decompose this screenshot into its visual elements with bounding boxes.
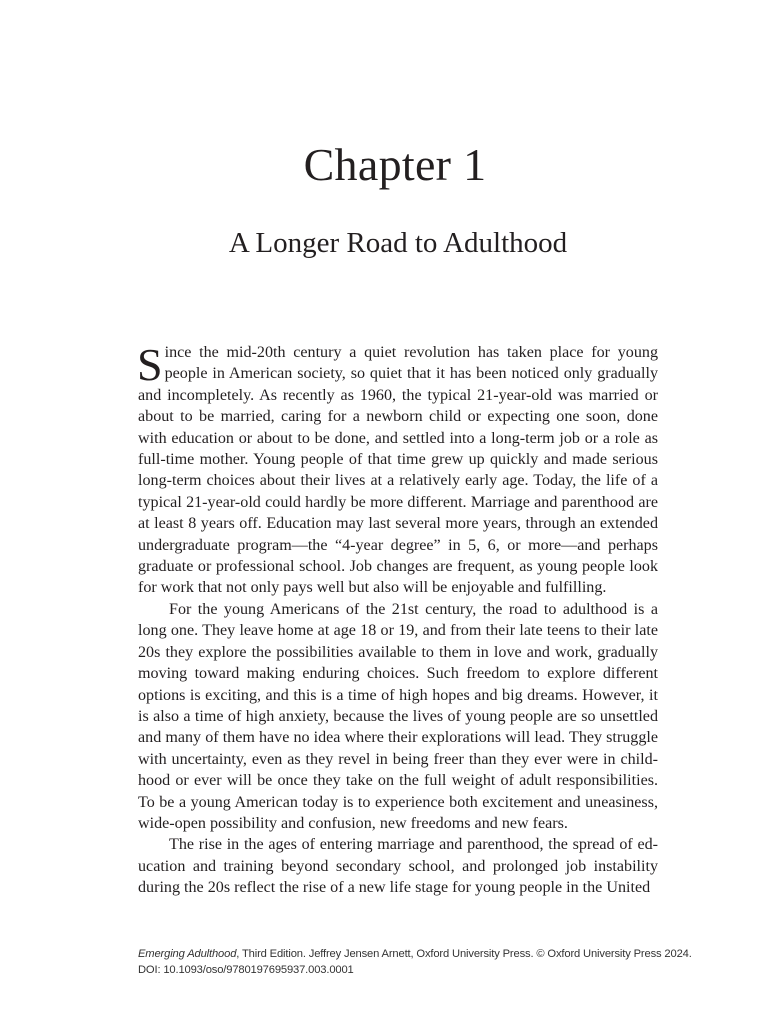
paragraph-1-text: ince the mid-20th century a quiet revolution has taken place for young people in American society, so quiet that it has been noticed only gradually and incompletely. As recently as 1960, the typical 21-year-old was married or about to be married, caring for a newborn child or expecting one soon, done with education or about to be done, and settled into a long-term job or a role as full-time mother. Young people of that time grew up quickly and made serious long-term choices about their lives at a relatively early age. Today, the life of a typical 21-year-old could hardly be more different. Marriage and parenthood are at least 8 years off. Education may last several more years, through an extended undergraduate program—the “4-year degree” in 5, 6, or more—and perhaps graduate or professional school. Job changes are frequent, as young people look for work that not only pays well but also will be enjoyable and fulfilling. — [138, 344, 658, 597]
paragraph-1 — [137, 339, 658, 599]
drop-cap: S — [137, 339, 163, 390]
paragraph-2: For the young Americans of the 21st century, the road to adulthood is a long one. They leave home at age 18 or 19, and from their late teens to their late 20s they explore the possibilities available to them in love and work, gradually moving toward making enduring choices. Such freedom to explore different options is exciting, and this is a time of high hopes and big dreams. However, it is also a time of high anxiety, because the lives of young people are so unsettled and many of them have no idea where their explorations will lead. They struggle with uncertainty, even as they revel in being freer than they ever were in childhood or ever will be once they take on the full weight of adult responsibilities. To be a young American today is to experience both excitement and uneasiness, wide-open possibility and confusion, new freedoms and new fears. — [138, 600, 658, 832]
citation-line — [138, 946, 698, 962]
paragraph-3: The rise in the ages of entering marriage and parenthood, the spread of education and training beyond secondary school, and prolonged job instability during the 20s reflect the rise of a new life stage for young people in the United — [138, 836, 658, 897]
book-title: Emerging Adulthood — [138, 948, 237, 960]
citation-text: , Third Edition. Jeffrey Jensen Arnett, Oxford University Press. © Oxford University Press 2024. — [236, 948, 692, 960]
doi-line: DOI: 10.1093/oso/9780197695937.003.0001 — [138, 964, 354, 976]
chapter-title: A Longer Road to Adulthood — [228, 227, 568, 259]
body-text — [137, 339, 658, 899]
chapter-number: Chapter 1 — [303, 139, 487, 190]
citation-footnote — [138, 946, 698, 978]
